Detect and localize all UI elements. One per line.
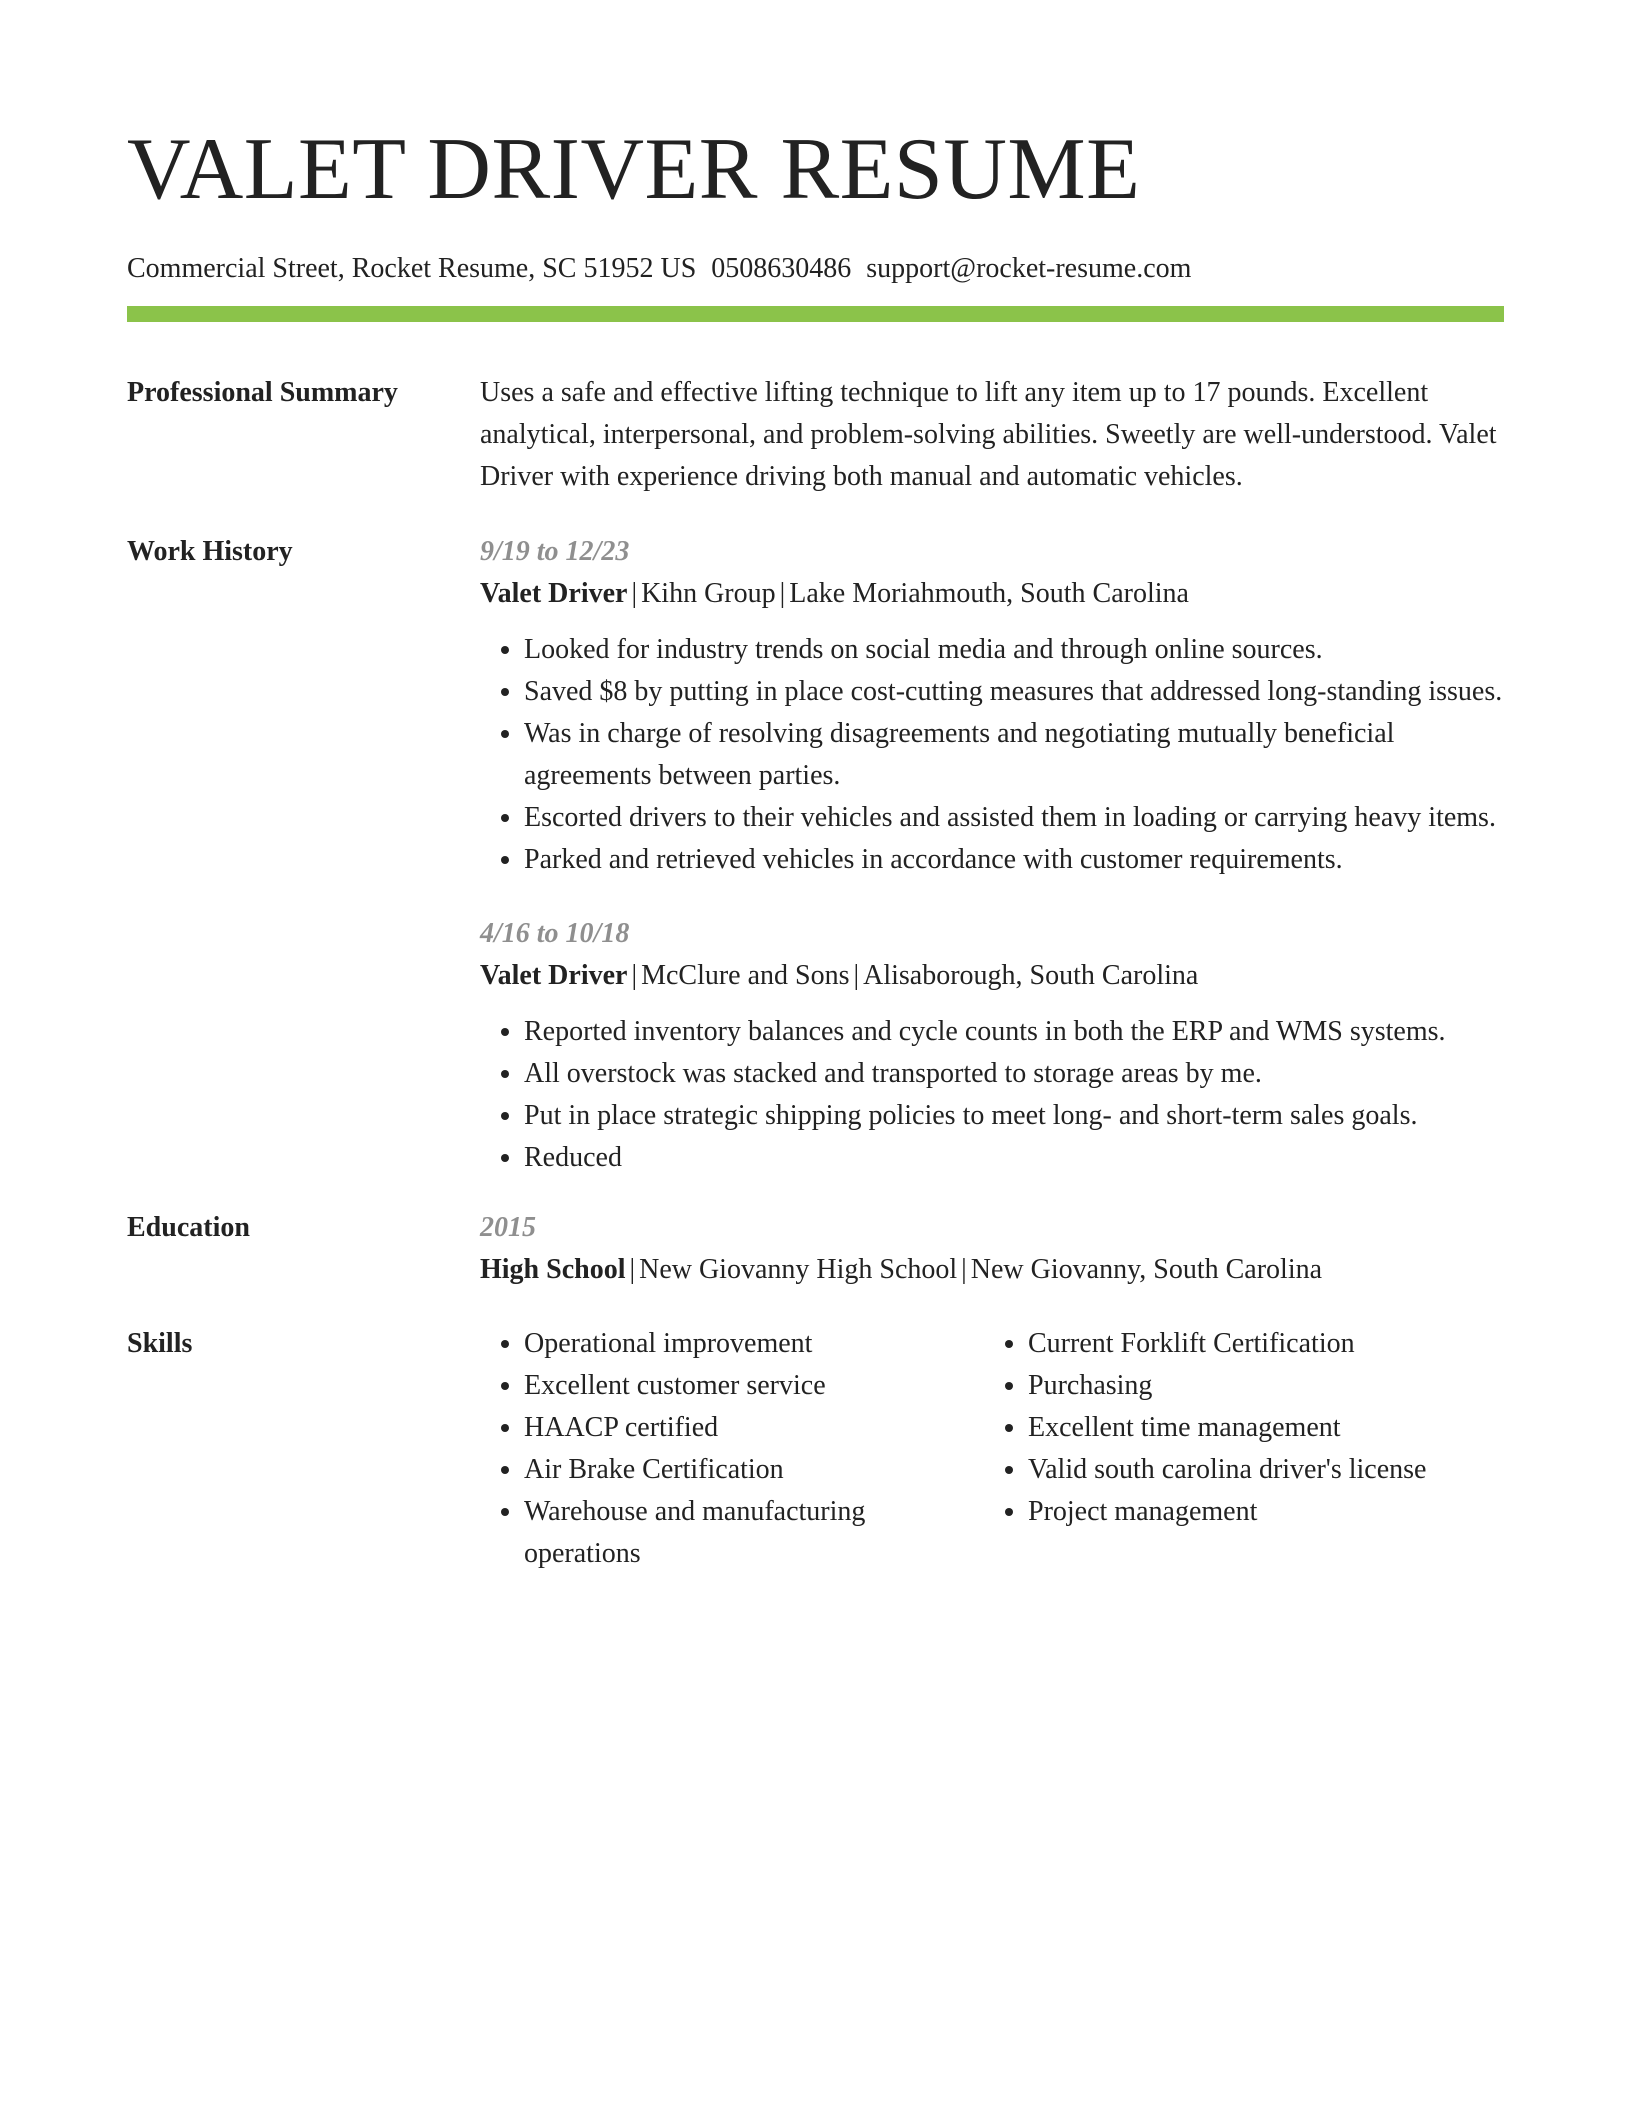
summary-text: Uses a safe and effective lifting technique to lift any item up to 17 pounds. Excellent analytical, interpersonal, and problem-solving abilities. Sweetly are well-understood. Valet Driver with experience driving both manual and automatic vehicles. [480,377,1497,492]
skill-item: • Excellent customer service [524,1365,984,1407]
skill-item: • Operational improvement [524,1323,984,1365]
skill-item: • Purchasing [1028,1365,1508,1407]
summary-section [127,372,1504,498]
work-history-section [127,531,1504,1179]
section-label: Work History [127,536,293,567]
phone: 0508630486 [711,253,852,284]
resume-title: VALET DRIVER RESUME [127,121,1141,218]
education-degree: High School [480,1254,626,1285]
job-dates: 4/16 to 10/18 [480,918,630,949]
education-section [127,1207,1504,1291]
list-item: • Reported inventory balances and cycle counts in both the ERP and WMS systems. [524,1011,1504,1053]
job-bullets [480,629,1504,881]
education-year: 2015 [480,1212,536,1243]
skill-item: • Valid south carolina driver's license [1028,1449,1508,1491]
skill-item: • Current Forklift Certification [1028,1323,1508,1365]
work-history-content [480,531,1504,1179]
education-location: New Giovanny, South Carolina [970,1254,1323,1285]
list-item: • Was in charge of resolving disagreements and negotiating mutually beneficial agreements between parties. [524,713,1504,797]
list-item: • Reduced [524,1137,1504,1179]
email: support@rocket-resume.com [866,253,1192,284]
job-location: Alisaborough, South Carolina [863,960,1199,991]
header-divider [127,306,1504,322]
contact-line [127,252,1504,286]
job-location: Lake Moriahmouth, South Carolina [789,578,1189,609]
list-item: • Saved $8 by putting in place cost-cutting measures that addressed long-standing issues. [524,671,1504,713]
list-item: • Parked and retrieved vehicles in accordance with customer requirements. [524,839,1504,881]
list-item: • All overstock was stacked and transported to storage areas by me. [524,1053,1504,1095]
list-item: • Looked for industry trends on social media and through online sources. [524,629,1504,671]
job-dates: 9/19 to 12/23 [480,536,630,567]
job-heading: Valet Driver | McClure and Sons | Alisaborough, South Carolina [480,960,1199,991]
job-entry [480,913,1504,1179]
skill-item: • Project management [1028,1491,1508,1533]
skill-item: • Air Brake Certification [524,1449,984,1491]
job-entry [480,531,1504,881]
job-bullets [480,1011,1504,1179]
address: Commercial Street, Rocket Resume, SC 51952 US [127,253,697,284]
skills-list-right [984,1323,1508,1575]
list-item: • Escorted drivers to their vehicles and assisted them in loading or carrying heavy items. [524,797,1504,839]
skills-list-left [480,1323,984,1575]
skill-item: • HAACP certified [524,1407,984,1449]
section-label: Skills [127,1328,193,1359]
education-content [480,1207,1504,1291]
resume-page [127,0,1504,1575]
education-school: New Giovanny High School [639,1254,958,1285]
job-title: Valet Driver [480,960,628,991]
job-company: Kihn Group [641,578,776,609]
list-item: • Put in place strategic shipping policies to meet long- and short-term sales goals. [524,1095,1504,1137]
skill-item: • Warehouse and manufacturing operations [524,1491,984,1575]
job-heading: Valet Driver | Kihn Group | Lake Moriahmouth, South Carolina [480,578,1189,609]
skills-content [480,1323,1508,1575]
skill-item: • Excellent time management [1028,1407,1508,1449]
section-label: Professional Summary [127,377,398,408]
section-label: Education [127,1212,250,1243]
job-company: McClure and Sons [641,960,850,991]
education-heading: High School | New Giovanny High School | New Giovanny, South Carolina [480,1254,1323,1285]
skills-section [127,1323,1504,1575]
job-title: Valet Driver [480,578,628,609]
